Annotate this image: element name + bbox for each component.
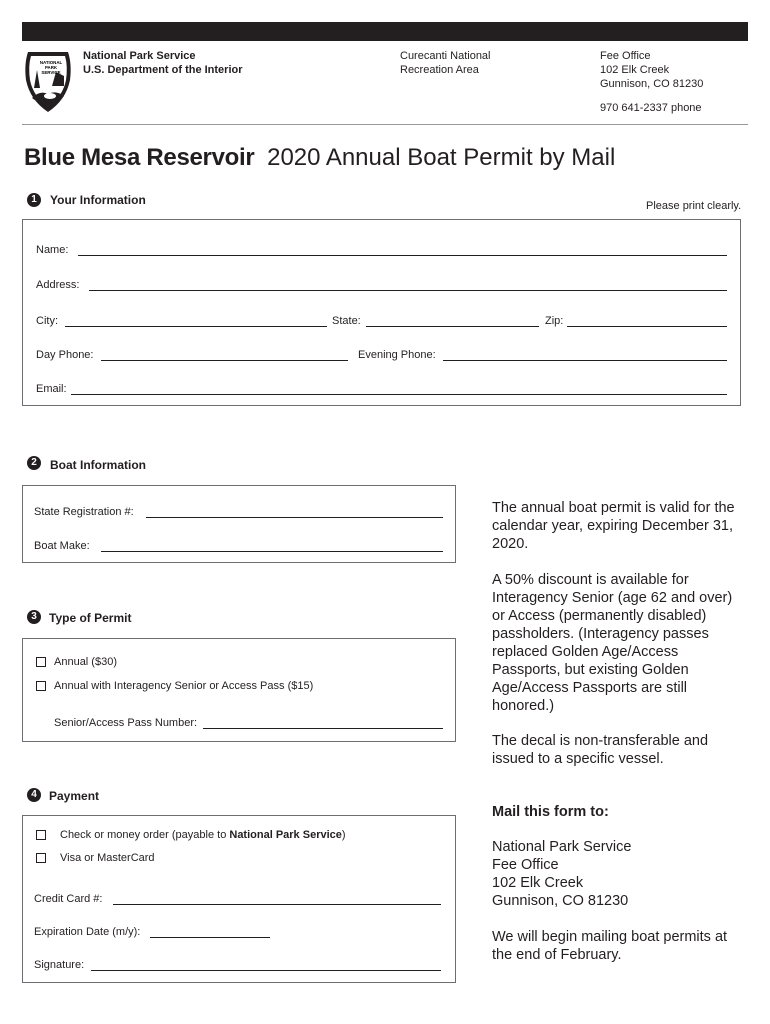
annual-option-label: Annual ($30) xyxy=(54,656,117,668)
senior-pass-checkbox[interactable] xyxy=(36,681,46,691)
pass-number-label: Senior/Access Pass Number: xyxy=(54,717,198,729)
nps-arrowhead-logo xyxy=(22,50,74,114)
title-bold: Blue Mesa Reservoir xyxy=(24,144,255,171)
office-phone: 970 641-2337 phone xyxy=(600,102,702,114)
mail-heading: Mail this form to: xyxy=(492,804,609,820)
permit-type-box xyxy=(22,638,456,742)
zip-label: Zip: xyxy=(545,315,564,327)
card-checkbox[interactable] xyxy=(36,853,46,863)
mail-address xyxy=(492,838,742,910)
mail-line-4: Gunnison, CO 81230 xyxy=(492,893,629,909)
office-line-1: Fee Office xyxy=(600,50,651,62)
agency-line-2: U.S. Department of the Interior xyxy=(83,64,243,76)
header-divider xyxy=(22,124,748,125)
decal-paragraph: The decal is non-transferable and issued to a specific vessel. xyxy=(492,733,709,767)
mail-line-1: National Park Service xyxy=(492,839,632,855)
day-phone-label: Day Phone: xyxy=(36,349,94,361)
credit-card-label: Credit Card #: xyxy=(34,893,103,905)
expiration-label: Expiration Date (m/y): xyxy=(34,926,141,938)
name-field[interactable] xyxy=(78,255,727,256)
card-option-label: Visa or MasterCard xyxy=(60,852,155,864)
section-4-title: Payment xyxy=(49,789,100,803)
mailing-schedule-paragraph: We will begin mailing boat permits at the end of February. xyxy=(492,929,728,963)
your-information-box xyxy=(22,219,741,406)
signature-label: Signature: xyxy=(34,959,85,971)
signature-field[interactable] xyxy=(91,970,441,971)
step-4-badge: 4 xyxy=(27,788,41,802)
city-field[interactable] xyxy=(65,326,327,327)
city-label: City: xyxy=(36,315,58,327)
evening-phone-label: Evening Phone: xyxy=(358,349,436,361)
park-line-1: Curecanti National xyxy=(400,50,491,62)
payment-box xyxy=(22,815,456,983)
logo-text-3: SERVICE xyxy=(41,70,61,75)
state-field[interactable] xyxy=(366,326,539,327)
park-line-2: Recreation Area xyxy=(400,64,479,76)
pass-number-field[interactable] xyxy=(203,728,443,729)
email-field[interactable] xyxy=(71,394,727,395)
check-checkbox[interactable] xyxy=(36,830,46,840)
mail-line-3: 102 Elk Creek xyxy=(492,875,584,891)
check-option-label xyxy=(60,829,346,841)
registration-label: State Registration #: xyxy=(34,506,134,518)
section-3-title: Type of Permit xyxy=(49,611,132,625)
boat-make-field[interactable] xyxy=(101,551,443,552)
agency-line-1: National Park Service xyxy=(83,50,196,62)
step-3-badge: 3 xyxy=(27,610,41,624)
agency-block xyxy=(83,49,243,77)
header-bar xyxy=(22,22,748,41)
name-label: Name: xyxy=(36,244,69,256)
office-line-2: 102 Elk Creek xyxy=(600,64,670,76)
day-phone-field[interactable] xyxy=(101,360,348,361)
office-line-3: Gunnison, CO 81230 xyxy=(600,78,704,90)
expiration-field[interactable] xyxy=(150,937,270,938)
credit-card-field[interactable] xyxy=(113,904,441,905)
step-2-badge: 2 xyxy=(27,456,41,470)
office-block xyxy=(600,49,703,115)
mail-line-2: Fee Office xyxy=(492,857,559,873)
zip-field[interactable] xyxy=(567,326,727,327)
evening-phone-field[interactable] xyxy=(443,360,727,361)
address-field[interactable] xyxy=(89,290,727,291)
check-option-suffix: ) xyxy=(341,829,346,841)
boat-information-box xyxy=(22,485,456,563)
section-1-title: Your Information xyxy=(50,193,146,207)
validity-paragraph: The annual boat permit is valid for the calendar year, expiring December 31, 2020. xyxy=(492,500,735,552)
senior-pass-option-label: Annual with Interagency Senior or Access Pass ($15) xyxy=(54,680,314,692)
discount-paragraph: A 50% discount is available for Interagency Senior (age 62 and over) or Access (permanently disabled) passholders. (Interagency passes replaced Golden Age/Access Passports, but existing Golden Age/Access Passports are still honored.) xyxy=(492,572,733,714)
park-block xyxy=(400,49,491,77)
print-clearly-note: Please print clearly. xyxy=(646,200,742,212)
check-option-prefix: Check or money order (payable to xyxy=(60,829,230,841)
state-label: State: xyxy=(332,315,361,327)
check-option-payee: National Park Service xyxy=(229,829,342,841)
email-label: Email: xyxy=(36,383,67,395)
step-1-badge: 1 xyxy=(27,193,41,207)
registration-field[interactable] xyxy=(146,517,443,518)
boat-make-label: Boat Make: xyxy=(34,540,90,552)
address-label: Address: xyxy=(36,279,80,291)
annual-checkbox[interactable] xyxy=(36,657,46,667)
logo-text-2: PARK xyxy=(44,65,58,70)
logo-text-1: NATIONAL xyxy=(39,60,63,65)
title-light: 2020 Annual Boat Permit by Mail xyxy=(267,144,616,171)
page-title xyxy=(24,142,615,174)
section-2-title: Boat Information xyxy=(50,458,146,472)
